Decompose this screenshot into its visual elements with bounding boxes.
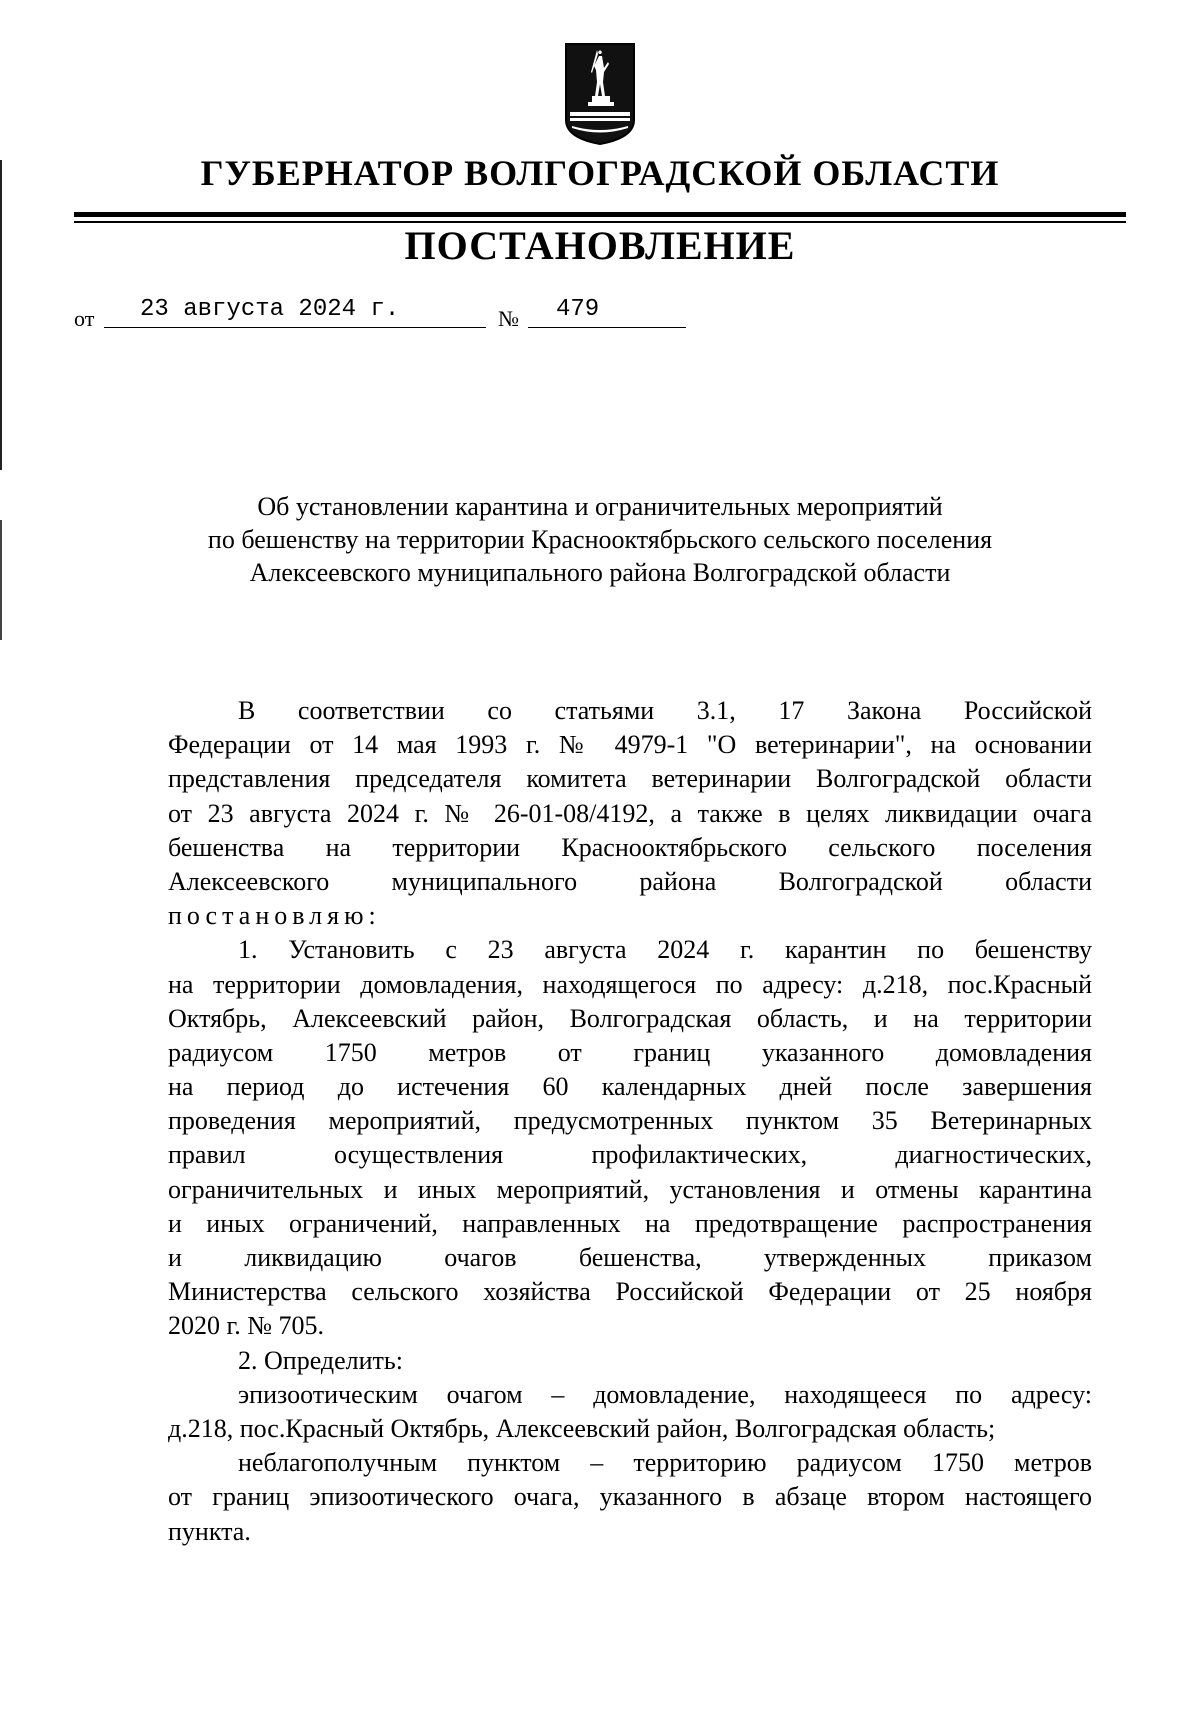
document-body — [168, 694, 1092, 1549]
document-type: ПОСТАНОВЛЕНИЕ — [404, 223, 796, 268]
issuer-title: ГУБЕРНАТОР ВОЛГОГРАДСКОЙ ОБЛАСТИ — [200, 153, 1000, 193]
scan-edge-mark — [0, 160, 2, 470]
item-1-line: на территории домовладения, находящегося по адресу: д.218, пос.Красный — [168, 969, 1092, 999]
item-1-line: ограничительных и иных мероприятий, установления и отмены карантина — [168, 1174, 1092, 1204]
item-2-area-line: неблагополучным пунктом – территорию радиусом 1750 метров — [238, 1448, 1092, 1478]
subject-line: Алексеевского муниципального района Волгоградской области — [249, 558, 951, 587]
item-1-line: и иных ограничений, направленных на предотвращение распространения — [168, 1208, 1092, 1238]
header-divider-thick — [74, 212, 1126, 217]
resolve-word: постановляю: — [168, 901, 381, 931]
item-1-line: радиусом 1750 метров от границ указанного домовладения — [168, 1037, 1092, 1067]
item-1-line: Министерства сельского хозяйства Российской Федерации от 25 ноября — [168, 1277, 1092, 1307]
item-1-line: на период до истечения 60 календарных дней после завершения — [168, 1072, 1092, 1102]
item-1-line: 2020 г. № 705. — [168, 1311, 325, 1341]
preamble-line: от 23 августа 2024 г. № 26-01-08/4192, а также в целях ликвидации очага — [168, 798, 1092, 828]
document-subject — [100, 490, 1100, 589]
item-1-line: и ликвидацию очагов бешенства, утвержденных приказом — [168, 1243, 1092, 1272]
item-2-area-line: пункта. — [168, 1516, 251, 1546]
preamble-line: Федерации от 14 мая 1993 г. № 4979-1 "О ветеринарии", на основании — [168, 730, 1092, 760]
item-1-line: проведения мероприятий, предусмотренных пунктом 35 Ветеринарных — [168, 1106, 1092, 1136]
number-underline — [528, 327, 686, 328]
document-date: 23 августа 2024 г. — [140, 296, 400, 323]
preamble-line: Алексеевского муниципального района Волгоградской области — [168, 866, 1092, 896]
subject-line: по бешенству на территории Краснооктябрьского сельского поселения — [207, 525, 993, 554]
number-label: № — [498, 306, 519, 331]
subject-line: Об установлении карантина и ограничительных мероприятий — [257, 492, 943, 521]
item-1-line: 1. Установить с 23 августа 2024 г. карантин по бешенству — [238, 935, 1092, 965]
document-number: 479 — [556, 296, 600, 323]
item-2-focus-line: д.218, пос.Красный Октябрь, Алексеевский район, Волгоградская область; — [168, 1413, 996, 1443]
volgograd-coat-of-arms-icon — [564, 42, 636, 146]
item-2-area-line: от границ эпизоотического очага, указанного в абзаце втором настоящего — [168, 1482, 1092, 1512]
item-2-focus-line: эпизоотическим очагом – домовладение, находящееся по адресу: — [238, 1379, 1092, 1409]
date-label: от — [74, 306, 95, 331]
date-underline — [104, 327, 486, 328]
item-1-line: правил осуществления профилактических, диагностических, — [168, 1140, 1092, 1170]
item-1-line: Октябрь, Алексеевский район, Волгоградская область, и на территории — [168, 1003, 1092, 1033]
preamble-line: бешенства на территории Краснооктябрьского сельского поселения — [168, 832, 1092, 862]
scan-edge-mark — [0, 520, 2, 640]
preamble-line: В соответствии со статьями 3.1, 17 Закона Российской — [238, 696, 1092, 725]
preamble-line: представления председателя комитета ветеринарии Волгоградской области — [168, 764, 1092, 794]
item-2-heading: 2. Определить: — [238, 1345, 403, 1375]
